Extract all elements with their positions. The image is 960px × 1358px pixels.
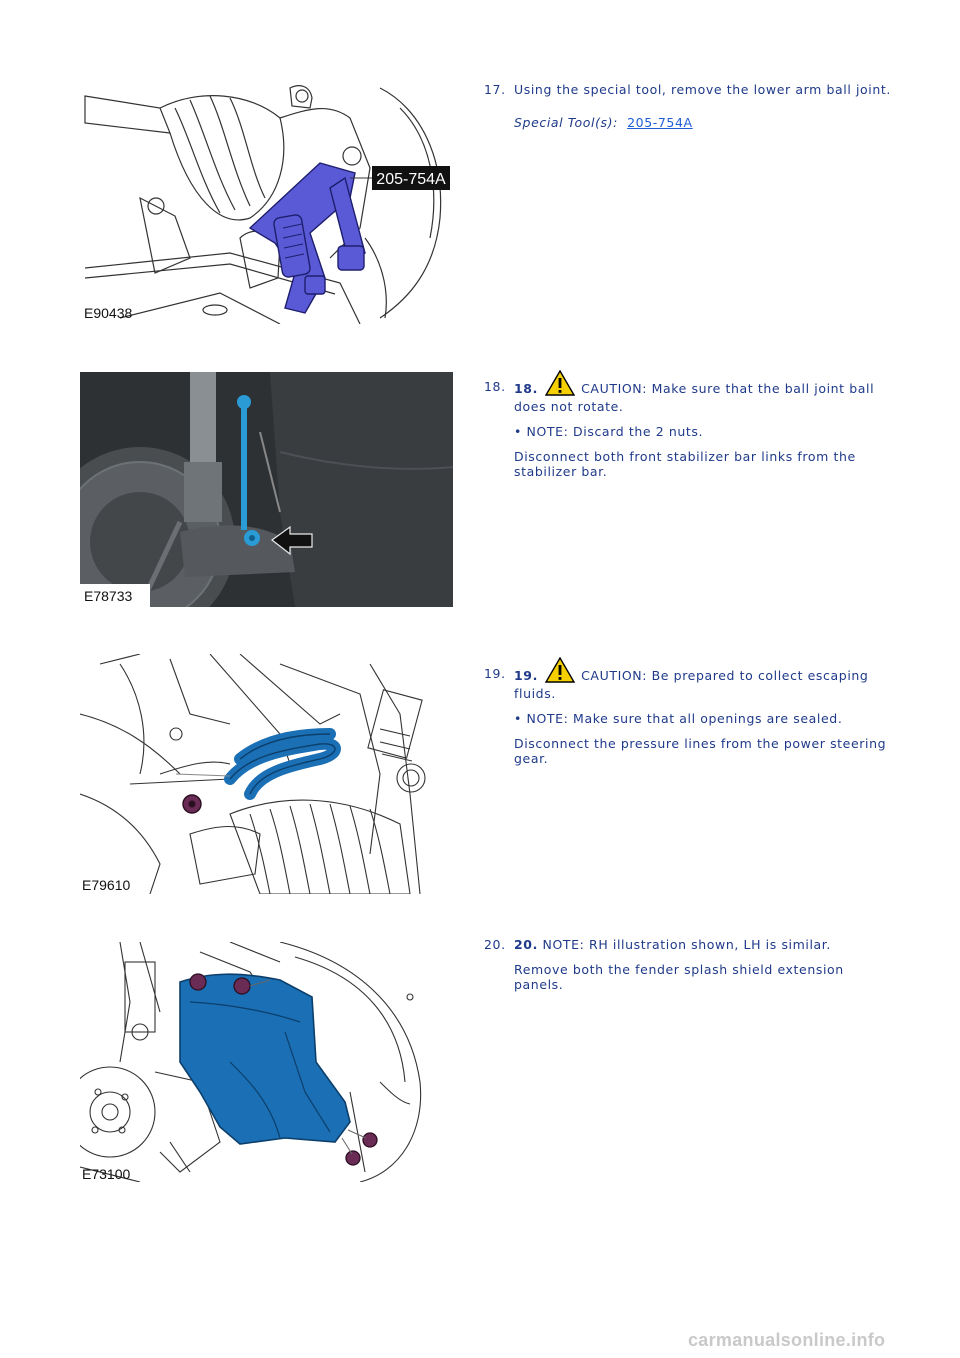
step-19-text: Disconnect the pressure lines from the power steering gear. [514,736,887,766]
step-19-bold-number: 19. [514,668,538,683]
figure-code: E78733 [84,588,133,604]
figure-e90438 [80,78,452,324]
figure-code: E73100 [82,1166,131,1182]
figure-code: E90438 [84,305,133,321]
step-18-caution-text: CAUTION: Make sure that the ball joint ball does not rotate. [514,381,875,414]
warning-icon [545,657,575,686]
figure-e79610 [80,654,454,894]
step-18-bold-number: 18. [514,381,538,396]
step-20-note-line [514,937,894,952]
footer-watermark: carmanualsonline.info [688,1330,886,1350]
figure-e73100 [80,942,426,1182]
step-17-text: Using the special tool, remove the lower arm ball joint. [514,82,891,97]
figure-code: E79610 [82,877,131,893]
special-tool-link[interactable]: 205-754A [627,115,693,130]
step-20-number: 20. [484,937,506,952]
special-tool-label: Special Tool(s): [514,115,618,130]
step-20-text: Remove both the fender splash shield extension panels. [514,962,844,992]
step-18-text: Disconnect both front stabilizer bar links from the stabilizer bar. [514,449,856,479]
figure-callout-text: 205-754A [376,171,446,188]
step-19-caution [514,657,894,701]
step-20-note: NOTE: RH illustration shown, LH is similar. [542,937,831,952]
warning-icon [545,370,575,399]
special-tool-line [514,115,894,130]
step-19-caution-text: CAUTION: Be prepared to collect escaping fluids. [514,668,869,701]
step-18-note: • NOTE: Discard the 2 nuts. [514,424,704,439]
step-19-number: 19. [484,666,506,681]
step-20-bold-number: 20. [514,937,538,952]
figure-e78733 [80,372,453,607]
step-18-caution [514,370,894,414]
step-19-note: • NOTE: Make sure that all openings are sealed. [514,711,843,726]
step-17-number: 17. [484,82,506,97]
step-18-number: 18. [484,379,506,394]
